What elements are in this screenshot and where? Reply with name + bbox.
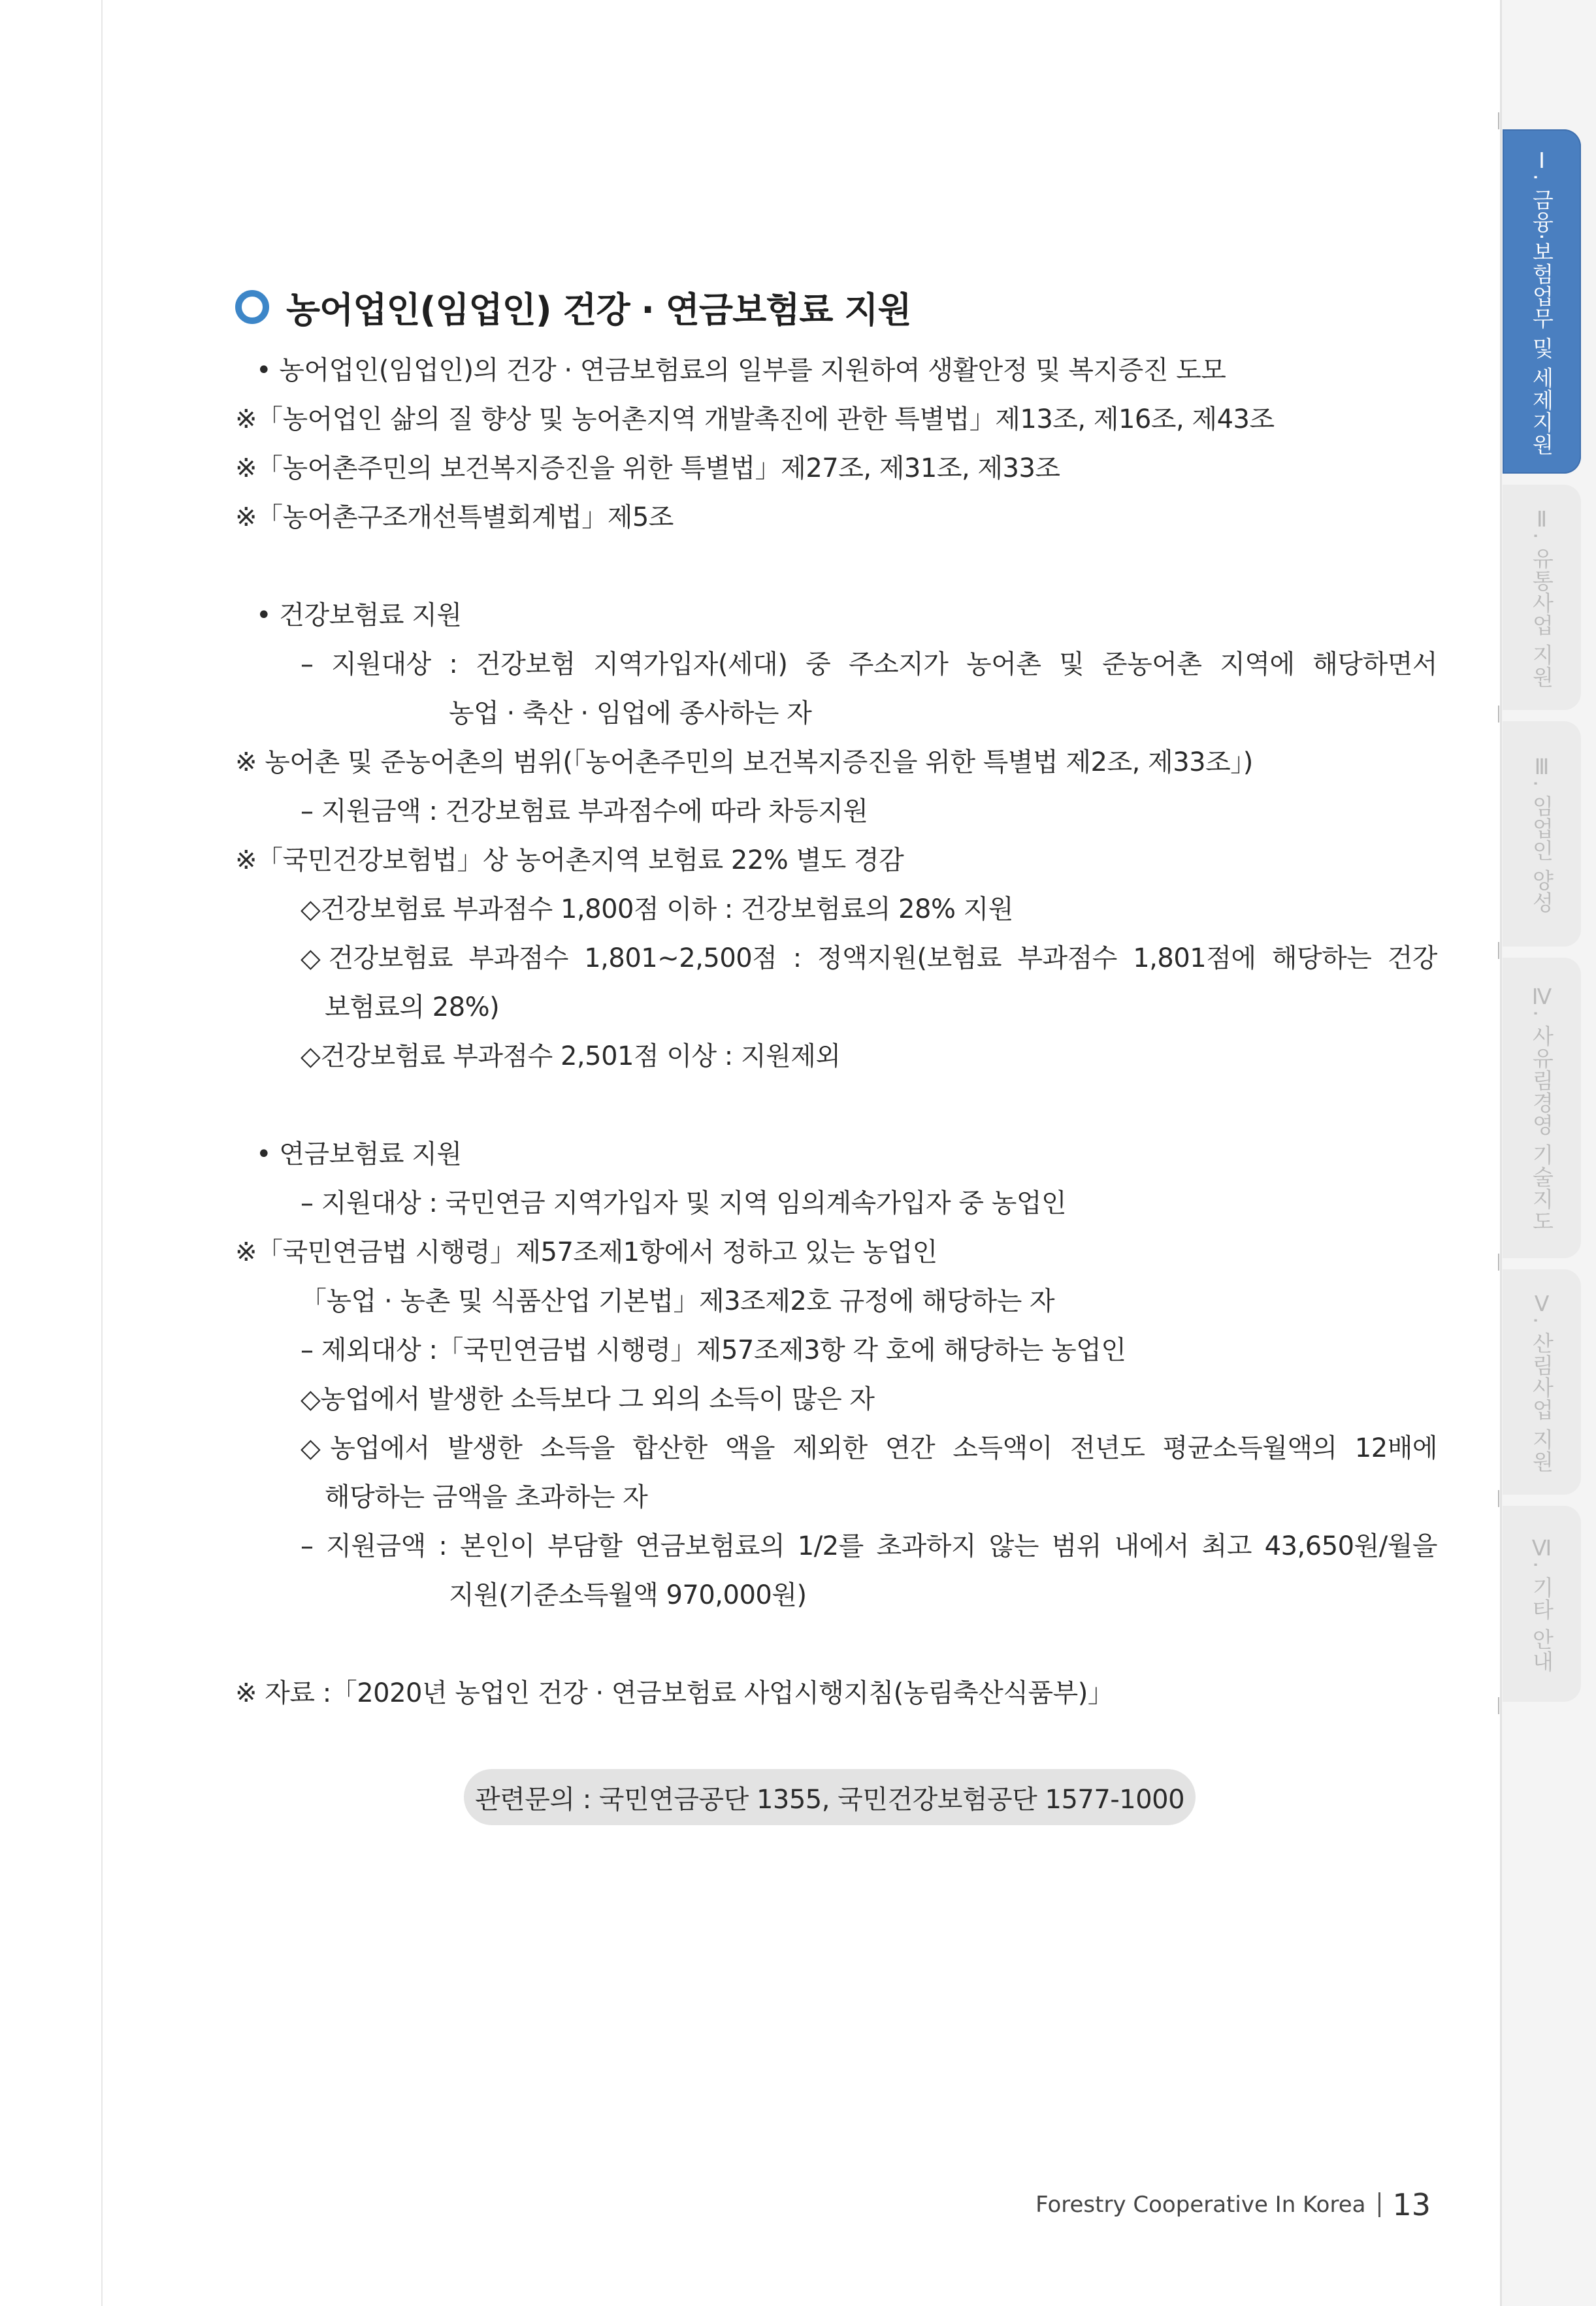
chapter-index-divider bbox=[1500, 0, 1502, 2306]
tab-tick bbox=[1498, 112, 1499, 129]
chapter-tab-1[interactable] bbox=[1503, 129, 1581, 474]
pension-target: – 지원대상 : 국민연금 지역가입자 및 지역 임의계속가입자 중 농업인 bbox=[301, 1188, 1067, 1218]
pension-amount-cont: 지원(기준소득월액 970,000원) bbox=[449, 1580, 807, 1610]
circle-bullet-icon bbox=[235, 290, 269, 324]
pension-exclusion-item: ◇농업에서 발생한 소득을 합산한 액을 제외한 연간 소득액이 전년도 평균소득월액의 12배에 bbox=[301, 1433, 1437, 1463]
section-title: 농어업인(임업인) 건강 · 연금보험료 지원 bbox=[286, 289, 911, 331]
page-edge-line bbox=[101, 0, 103, 2306]
chapter-tab-6[interactable] bbox=[1503, 1506, 1581, 1702]
health-reduction-note: ※「국민건강보험법」상 농어촌지역 보험료 22% 별도 경감 bbox=[235, 845, 904, 875]
health-tier: ◇건강보험료 부과점수 1,801~2,500점 : 정액지원(보험료 부과점수 1,801점에 해당하는 건강 bbox=[301, 943, 1437, 973]
tab-tick bbox=[1498, 706, 1499, 723]
chapter-tab-label: Ⅵ. 기타 안내 bbox=[1529, 1535, 1555, 1673]
chapter-tab-3[interactable] bbox=[1503, 721, 1581, 947]
chapter-tab-label: Ⅴ. 산림사업 지원 bbox=[1529, 1291, 1555, 1473]
health-target-cont: 농업 · 축산 · 임업에 종사하는 자 bbox=[449, 698, 812, 728]
health-tier: ◇건강보험료 부과점수 1,800점 이하 : 건강보험료의 28% 지원 bbox=[301, 894, 1013, 924]
pension-amount: – 지원금액 : 본인이 부담할 연금보험료의 1/2를 초과하지 않는 범위 내에서 최고 43,650원/월을 bbox=[301, 1531, 1437, 1561]
chapter-tab-label: Ⅳ. 사유림경영 기술지도 bbox=[1529, 983, 1555, 1233]
pension-heading: • 연금보험료 지원 bbox=[256, 1139, 462, 1169]
purpose-text: • 농어업인(임업인)의 건강 · 연금보험료의 일부를 지원하여 생활안정 및 복지증진 도모 bbox=[256, 355, 1226, 385]
law-reference: ※「농어업인 삶의 질 향상 및 농어촌지역 개발촉진에 관한 특별법」제13조, 제16조, 제43조 bbox=[235, 404, 1275, 434]
tab-tick bbox=[1498, 1254, 1499, 1271]
pension-note-cont: 「농업 · 농촌 및 식품산업 기본법」제3조제2호 규정에 해당하는 자 bbox=[301, 1286, 1055, 1316]
chapter-tab-4[interactable] bbox=[1503, 958, 1581, 1258]
health-heading: • 건강보험료 지원 bbox=[256, 600, 462, 630]
pension-exclusion-item-cont: 해당하는 금액을 초과하는 자 bbox=[325, 1482, 648, 1512]
pension-note: ※「국민연금법 시행령」제57조제1항에서 정하고 있는 농업인 bbox=[235, 1237, 937, 1267]
page-footer bbox=[1035, 2182, 1431, 2228]
law-reference: ※「농어촌구조개선특별회계법」제5조 bbox=[235, 502, 674, 532]
chapter-tab-label: Ⅱ. 유통사업 지원 bbox=[1529, 506, 1555, 689]
page-number: 13 bbox=[1392, 2187, 1431, 2222]
footer-divider bbox=[1378, 2192, 1380, 2217]
pension-exclusion: – 제외대상 :「국민연금법 시행령」제57조제3항 각 호에 해당하는 농업인 bbox=[301, 1335, 1126, 1365]
pension-exclusion-item: ◇농업에서 발생한 소득보다 그 외의 소득이 많은 자 bbox=[301, 1384, 875, 1414]
health-scope-note: ※ 농어촌 및 준농어촌의 범위(「농어촌주민의 보건복지증진을 위한 특별법 제2조, 제33조」) bbox=[235, 747, 1253, 777]
tab-tick bbox=[1498, 1697, 1499, 1714]
main-content bbox=[235, 268, 1437, 1718]
source-note: ※ 자료 :「2020년 농업인 건강 · 연금보험료 사업시행지침(농림축산식품부)」 bbox=[235, 1678, 1114, 1708]
chapter-tab-5[interactable] bbox=[1503, 1269, 1581, 1495]
health-tier: ◇건강보험료 부과점수 2,501점 이상 : 지원제외 bbox=[301, 1041, 841, 1071]
section-heading bbox=[235, 268, 1437, 346]
health-amount: – 지원금액 : 건강보험료 부과점수에 따라 차등지원 bbox=[301, 796, 868, 826]
chapter-tab-label: Ⅲ. 임업인 양성 bbox=[1529, 754, 1555, 914]
tab-tick bbox=[1498, 1490, 1499, 1507]
chapter-tab-2[interactable] bbox=[1503, 485, 1581, 710]
tab-tick bbox=[1498, 942, 1499, 959]
contact-badge: 관련문의 : 국민연금공단 1355, 국민건강보험공단 1577-1000 bbox=[464, 1769, 1196, 1825]
health-tier-cont: 보험료의 28%) bbox=[325, 992, 500, 1022]
health-target: – 지원대상 : 건강보험 지역가입자(세대) 중 주소지가 농어촌 및 준농어촌 지역에 해당하면서 bbox=[301, 649, 1437, 679]
law-reference: ※「농어촌주민의 보건복지증진을 위한 특별법」제27조, 제31조, 제33조 bbox=[235, 453, 1060, 483]
chapter-tab-label: Ⅰ. 금융·보험업무 및 세제지원 bbox=[1529, 147, 1555, 456]
publication-title: Forestry Cooperative In Korea bbox=[1035, 2192, 1366, 2218]
